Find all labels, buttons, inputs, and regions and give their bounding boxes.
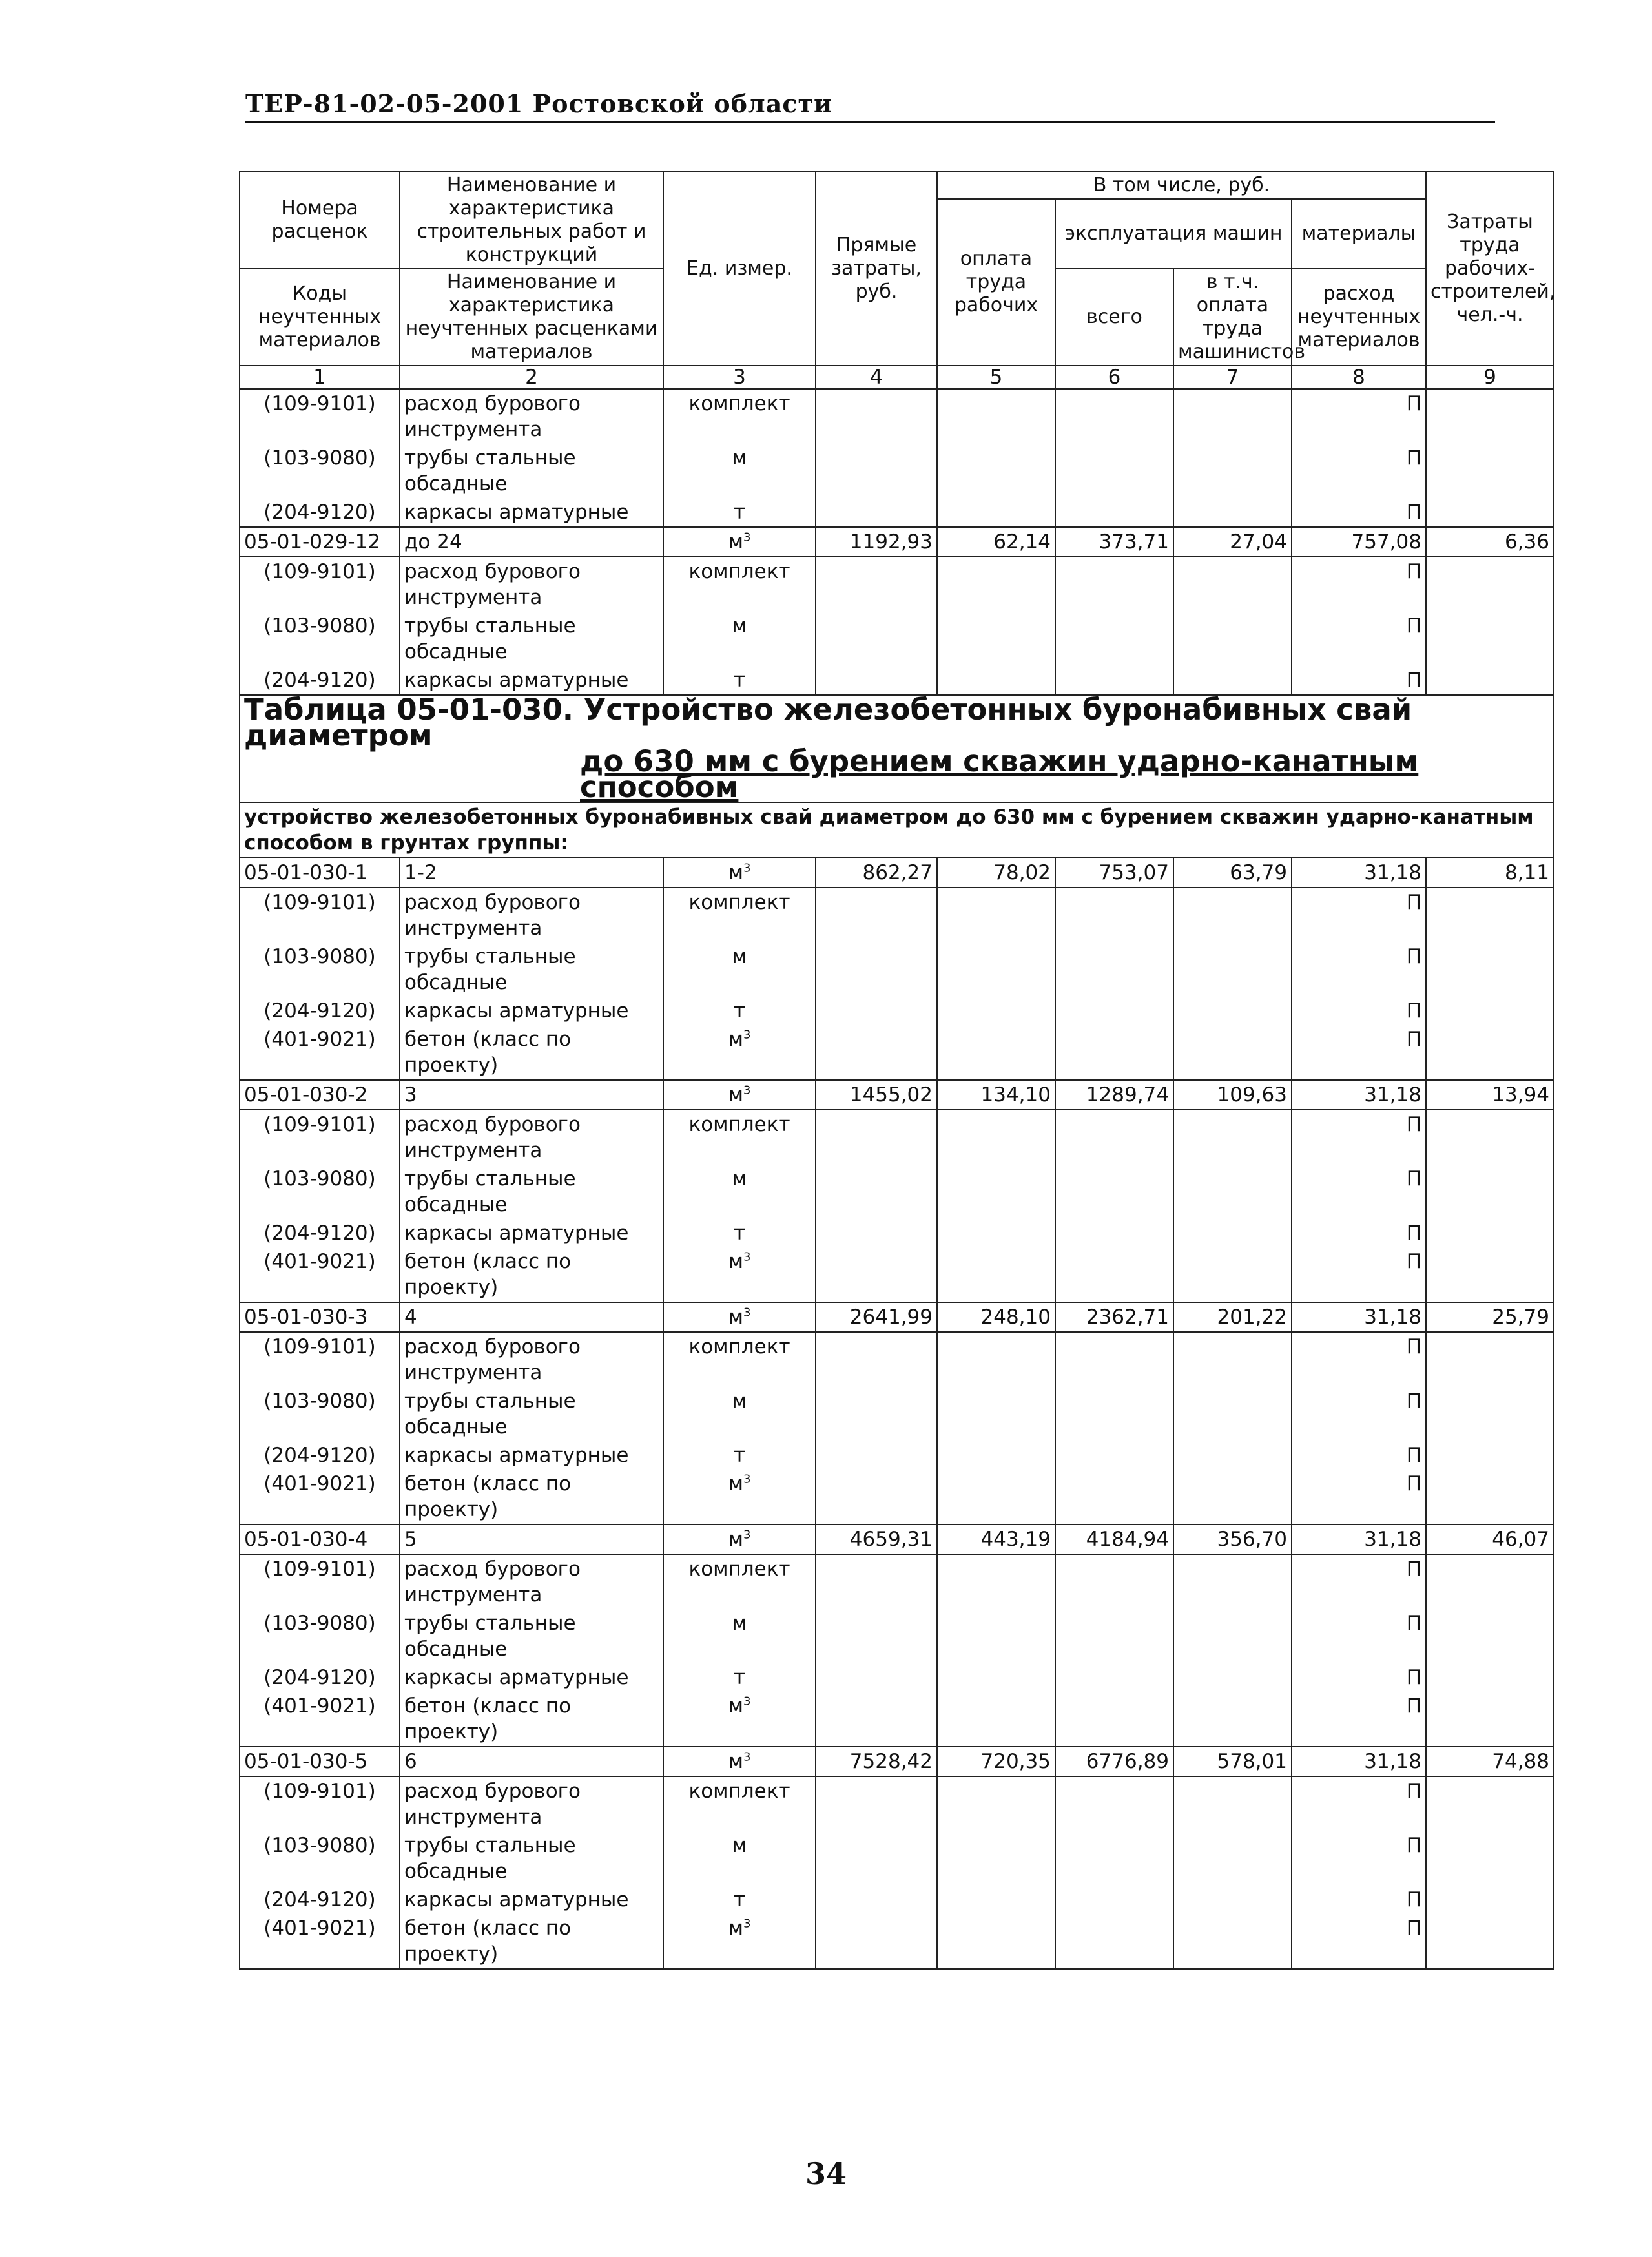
material-flag: П bbox=[1292, 1110, 1426, 1165]
material-name: трубы стальные обсадные bbox=[400, 612, 663, 666]
material-code: (103-9080) bbox=[240, 942, 400, 997]
running-header: ТЕР-81-02-05-2001 Ростовской области bbox=[245, 89, 1495, 123]
material-unit: комплект bbox=[663, 557, 816, 612]
rate-unit: $м^3$ bbox=[663, 1080, 816, 1110]
rate-name: 5 bbox=[400, 1524, 663, 1554]
material-unit: т bbox=[663, 1441, 816, 1470]
material-unit: т bbox=[663, 997, 816, 1025]
material-flag: П bbox=[1292, 444, 1426, 498]
material-code: (103-9080) bbox=[240, 444, 400, 498]
material-code: (109-9101) bbox=[240, 1554, 400, 1609]
material-name: бетон (класс по проекту) bbox=[400, 1247, 663, 1302]
direct-cost: 862,27 bbox=[816, 858, 937, 888]
material-flag: П bbox=[1292, 498, 1426, 527]
material-flag: П bbox=[1292, 1609, 1426, 1663]
material-row bbox=[240, 1609, 1554, 1663]
material-row bbox=[240, 1025, 1554, 1080]
material-code: (401-9021) bbox=[240, 1470, 400, 1524]
material-unit: комплект bbox=[663, 1332, 816, 1387]
material-code: (103-9080) bbox=[240, 612, 400, 666]
labor-hours: 74,88 bbox=[1426, 1747, 1554, 1776]
material-code: (103-9080) bbox=[240, 1387, 400, 1441]
material-row bbox=[240, 1441, 1554, 1470]
material-flag: П bbox=[1292, 1914, 1426, 1969]
in-that-number-header: В том числе, руб. bbox=[937, 172, 1426, 199]
material-unit: т bbox=[663, 1886, 816, 1914]
col-number: 9 bbox=[1426, 366, 1554, 389]
material-code: (204-9120) bbox=[240, 1886, 400, 1914]
material-name: бетон (класс по проекту) bbox=[400, 1470, 663, 1524]
material-code: (401-9021) bbox=[240, 1692, 400, 1747]
col9-header: Затраты труда рабочих-строителей, чел.-ч. bbox=[1426, 172, 1554, 366]
direct-cost: 4659,31 bbox=[816, 1524, 937, 1554]
material-name: бетон (класс по проекту) bbox=[400, 1025, 663, 1080]
material-code: (204-9120) bbox=[240, 1219, 400, 1247]
machinist-cost: 109,63 bbox=[1173, 1080, 1292, 1110]
machine-cost: 753,07 bbox=[1055, 858, 1173, 888]
material-code: (103-9080) bbox=[240, 1165, 400, 1219]
material-code: (204-9120) bbox=[240, 498, 400, 527]
col5-header: оплата труда рабочих bbox=[937, 199, 1055, 366]
material-name: бетон (класс по проекту) bbox=[400, 1692, 663, 1747]
material-name: расход бурового инструмента bbox=[400, 1332, 663, 1387]
material-row bbox=[240, 557, 1554, 612]
material-unit: м bbox=[663, 612, 816, 666]
material-flag: П bbox=[1292, 1663, 1426, 1692]
material-row bbox=[240, 942, 1554, 997]
material-code: (103-9080) bbox=[240, 1831, 400, 1886]
material-row bbox=[240, 612, 1554, 666]
material-name: каркасы арматурные bbox=[400, 498, 663, 527]
material-unit: т bbox=[663, 1219, 816, 1247]
rate-row bbox=[240, 1524, 1554, 1554]
labor-hours: 8,11 bbox=[1426, 858, 1554, 888]
labor-cost: 443,19 bbox=[937, 1524, 1055, 1554]
material-flag: П bbox=[1292, 1387, 1426, 1441]
material-name: расход бурового инструмента bbox=[400, 1554, 663, 1609]
labor-hours: 46,07 bbox=[1426, 1524, 1554, 1554]
material-name: трубы стальные обсадные bbox=[400, 1165, 663, 1219]
labor-cost: 720,35 bbox=[937, 1747, 1055, 1776]
material-code: (204-9120) bbox=[240, 1441, 400, 1470]
direct-cost: 1455,02 bbox=[816, 1080, 937, 1110]
material-flag: П bbox=[1292, 1165, 1426, 1219]
rate-code: 05-01-030-3 bbox=[240, 1302, 400, 1332]
col2-top-header: Наименование и характеристика строительных работ и конструкций bbox=[400, 172, 663, 269]
material-unit: м bbox=[663, 1387, 816, 1441]
col-number: 6 bbox=[1055, 366, 1173, 389]
material-flag: П bbox=[1292, 557, 1426, 612]
material-row bbox=[240, 1554, 1554, 1609]
material-unit: м bbox=[663, 1609, 816, 1663]
material-row bbox=[240, 666, 1554, 695]
material-row bbox=[240, 1247, 1554, 1302]
material-unit: м bbox=[663, 444, 816, 498]
machinist-cost: 578,01 bbox=[1173, 1747, 1292, 1776]
material-code: (109-9101) bbox=[240, 1776, 400, 1831]
rate-code: 05-01-030-2 bbox=[240, 1080, 400, 1110]
material-code: (401-9021) bbox=[240, 1914, 400, 1969]
material-flag: П bbox=[1292, 1554, 1426, 1609]
table-subtitle: устройство железобетонных буронабивных свай диаметром до 630 мм с бурением скважин ударно-канатным способом в грунтах группы: bbox=[240, 802, 1554, 858]
col1-bottom-header: Коды неучтенных материалов bbox=[240, 269, 400, 366]
material-unit: т bbox=[663, 498, 816, 527]
rate-unit: $м^3$ bbox=[663, 1302, 816, 1332]
material-flag: П bbox=[1292, 1886, 1426, 1914]
rate-code: 05-01-029-12 bbox=[240, 527, 400, 557]
col7-header: в т.ч. оплата труда машинистов bbox=[1173, 269, 1292, 366]
material-code: (401-9021) bbox=[240, 1247, 400, 1302]
material-flag: П bbox=[1292, 1831, 1426, 1886]
col-number: 8 bbox=[1292, 366, 1426, 389]
rate-row bbox=[240, 527, 1554, 557]
rate-code: 05-01-030-1 bbox=[240, 858, 400, 888]
machinist-cost: 201,22 bbox=[1173, 1302, 1292, 1332]
material-unit: комплект bbox=[663, 1554, 816, 1609]
material-name: каркасы арматурные bbox=[400, 997, 663, 1025]
material-code: (109-9101) bbox=[240, 557, 400, 612]
rate-name: 1-2 bbox=[400, 858, 663, 888]
material-unit: $м^3$ bbox=[663, 1247, 816, 1302]
material-name: трубы стальные обсадные bbox=[400, 1831, 663, 1886]
machine-cost: 4184,94 bbox=[1055, 1524, 1173, 1554]
rate-row bbox=[240, 1302, 1554, 1332]
col2-bottom-header: Наименование и характеристика неучтенных расценками материалов bbox=[400, 269, 663, 366]
material-code: (109-9101) bbox=[240, 1332, 400, 1387]
material-flag: П bbox=[1292, 666, 1426, 695]
materials-cost: 31,18 bbox=[1292, 1747, 1426, 1776]
labor-cost: 62,14 bbox=[937, 527, 1055, 557]
material-row bbox=[240, 888, 1554, 942]
machine-cost: 2362,71 bbox=[1055, 1302, 1173, 1332]
material-name: каркасы арматурные bbox=[400, 1219, 663, 1247]
material-unit: т bbox=[663, 1663, 816, 1692]
material-flag: П bbox=[1292, 1692, 1426, 1747]
rate-unit: $м^3$ bbox=[663, 858, 816, 888]
material-name: расход бурового инструмента bbox=[400, 1776, 663, 1831]
material-row bbox=[240, 1692, 1554, 1747]
material-row bbox=[240, 1165, 1554, 1219]
material-code: (204-9120) bbox=[240, 1663, 400, 1692]
col-number: 3 bbox=[663, 366, 816, 389]
material-unit: м bbox=[663, 1831, 816, 1886]
col-number: 1 bbox=[240, 366, 400, 389]
col8-header: расход неучтенных материалов bbox=[1292, 269, 1426, 366]
labor-cost: 134,10 bbox=[937, 1080, 1055, 1110]
direct-cost: 2641,99 bbox=[816, 1302, 937, 1332]
material-name: каркасы арматурные bbox=[400, 1441, 663, 1470]
material-flag: П bbox=[1292, 1219, 1426, 1247]
col-number: 4 bbox=[816, 366, 937, 389]
subtitle-row bbox=[240, 802, 1554, 858]
material-name: расход бурового инструмента bbox=[400, 557, 663, 612]
material-flag: П bbox=[1292, 1441, 1426, 1470]
col-number: 2 bbox=[400, 366, 663, 389]
material-code: (204-9120) bbox=[240, 666, 400, 695]
col4-header: Прямые затраты, руб. bbox=[816, 172, 937, 366]
materials-header: материалы bbox=[1292, 199, 1426, 269]
material-unit: $м^3$ bbox=[663, 1692, 816, 1747]
material-name: каркасы арматурные bbox=[400, 1663, 663, 1692]
material-row bbox=[240, 498, 1554, 527]
materials-cost: 31,18 bbox=[1292, 858, 1426, 888]
material-unit: комплект bbox=[663, 389, 816, 444]
material-flag: П bbox=[1292, 1776, 1426, 1831]
machines-header: эксплуатация машин bbox=[1055, 199, 1292, 269]
material-flag: П bbox=[1292, 888, 1426, 942]
material-unit: комплект bbox=[663, 1110, 816, 1165]
material-flag: П bbox=[1292, 1025, 1426, 1080]
material-row bbox=[240, 1387, 1554, 1441]
material-row bbox=[240, 444, 1554, 498]
table-title-row bbox=[240, 695, 1554, 802]
rate-row bbox=[240, 858, 1554, 888]
material-code: (401-9021) bbox=[240, 1025, 400, 1080]
material-flag: П bbox=[1292, 1470, 1426, 1524]
labor-hours: 13,94 bbox=[1426, 1080, 1554, 1110]
labor-hours: 6,36 bbox=[1426, 527, 1554, 557]
material-row bbox=[240, 997, 1554, 1025]
material-unit: $м^3$ bbox=[663, 1914, 816, 1969]
col-number: 5 bbox=[937, 366, 1055, 389]
material-row bbox=[240, 1470, 1554, 1524]
material-unit: комплект bbox=[663, 1776, 816, 1831]
material-row bbox=[240, 1219, 1554, 1247]
material-flag: П bbox=[1292, 612, 1426, 666]
material-flag: П bbox=[1292, 1247, 1426, 1302]
rate-blocks bbox=[240, 858, 1554, 1969]
col3-header: Ед. измер. bbox=[663, 172, 816, 366]
material-name: трубы стальные обсадные bbox=[400, 1609, 663, 1663]
material-name: бетон (класс по проекту) bbox=[400, 1914, 663, 1969]
table-title-line1: Таблица 05-01-030. Устройство железобетонных буронабивных свай диаметром bbox=[244, 692, 1412, 753]
material-row bbox=[240, 1914, 1554, 1969]
material-code: (109-9101) bbox=[240, 888, 400, 942]
table-title-line2: до 630 мм с бурением скважин ударно-канатным способом bbox=[580, 744, 1419, 804]
material-unit: комплект bbox=[663, 888, 816, 942]
labor-hours: 25,79 bbox=[1426, 1302, 1554, 1332]
rate-row bbox=[240, 1080, 1554, 1110]
material-name: каркасы арматурные bbox=[400, 666, 663, 695]
material-row bbox=[240, 1886, 1554, 1914]
material-flag: П bbox=[1292, 389, 1426, 444]
material-unit: м bbox=[663, 1165, 816, 1219]
machine-cost: 6776,89 bbox=[1055, 1747, 1173, 1776]
rate-unit: $м^3$ bbox=[663, 1747, 816, 1776]
material-flag: П bbox=[1292, 1332, 1426, 1387]
machinist-cost: 63,79 bbox=[1173, 858, 1292, 888]
material-row bbox=[240, 1332, 1554, 1387]
rates-table bbox=[239, 171, 1554, 1970]
material-row bbox=[240, 1776, 1554, 1831]
material-name: каркасы арматурные bbox=[400, 1886, 663, 1914]
material-code: (204-9120) bbox=[240, 997, 400, 1025]
rate-code: 05-01-030-4 bbox=[240, 1524, 400, 1554]
materials-cost: 31,18 bbox=[1292, 1080, 1426, 1110]
rate-row bbox=[240, 1747, 1554, 1776]
material-unit: $м^3$ bbox=[663, 1470, 816, 1524]
material-name: трубы стальные обсадные bbox=[400, 444, 663, 498]
material-name: расход бурового инструмента bbox=[400, 389, 663, 444]
header-row-1 bbox=[240, 172, 1554, 199]
material-flag: П bbox=[1292, 942, 1426, 997]
rate-unit: $м^3$ bbox=[663, 527, 816, 557]
rate-name: 6 bbox=[400, 1747, 663, 1776]
machine-cost: 1289,74 bbox=[1055, 1080, 1173, 1110]
material-name: трубы стальные обсадные bbox=[400, 942, 663, 997]
labor-cost: 78,02 bbox=[937, 858, 1055, 888]
material-code: (109-9101) bbox=[240, 1110, 400, 1165]
page-number: 34 bbox=[805, 2156, 847, 2191]
machine-cost: 373,71 bbox=[1055, 527, 1173, 557]
material-name: трубы стальные обсадные bbox=[400, 1387, 663, 1441]
material-flag: П bbox=[1292, 997, 1426, 1025]
rate-name: до 24 bbox=[400, 527, 663, 557]
materials-cost: 31,18 bbox=[1292, 1524, 1426, 1554]
material-row bbox=[240, 1663, 1554, 1692]
material-code: (103-9080) bbox=[240, 1609, 400, 1663]
material-code: (109-9101) bbox=[240, 389, 400, 444]
col6-header: всего bbox=[1055, 269, 1173, 366]
direct-cost: 1192,93 bbox=[816, 527, 937, 557]
material-unit: т bbox=[663, 666, 816, 695]
machinist-cost: 356,70 bbox=[1173, 1524, 1292, 1554]
material-name: расход бурового инструмента bbox=[400, 1110, 663, 1165]
material-unit: м bbox=[663, 942, 816, 997]
material-row bbox=[240, 1831, 1554, 1886]
col1-top-header: Номера расценок bbox=[240, 172, 400, 269]
rate-unit: $м^3$ bbox=[663, 1524, 816, 1554]
material-row bbox=[240, 389, 1554, 444]
rate-code: 05-01-030-5 bbox=[240, 1747, 400, 1776]
materials-cost: 31,18 bbox=[1292, 1302, 1426, 1332]
material-unit: $м^3$ bbox=[663, 1025, 816, 1080]
column-number-row bbox=[240, 366, 1554, 389]
rate-name: 3 bbox=[400, 1080, 663, 1110]
material-row bbox=[240, 1110, 1554, 1165]
rate-name: 4 bbox=[400, 1302, 663, 1332]
direct-cost: 7528,42 bbox=[816, 1747, 937, 1776]
labor-cost: 248,10 bbox=[937, 1302, 1055, 1332]
col-number: 7 bbox=[1173, 366, 1292, 389]
table-title bbox=[240, 692, 1554, 804]
materials-cost: 757,08 bbox=[1292, 527, 1426, 557]
machinist-cost: 27,04 bbox=[1173, 527, 1292, 557]
material-name: расход бурового инструмента bbox=[400, 888, 663, 942]
